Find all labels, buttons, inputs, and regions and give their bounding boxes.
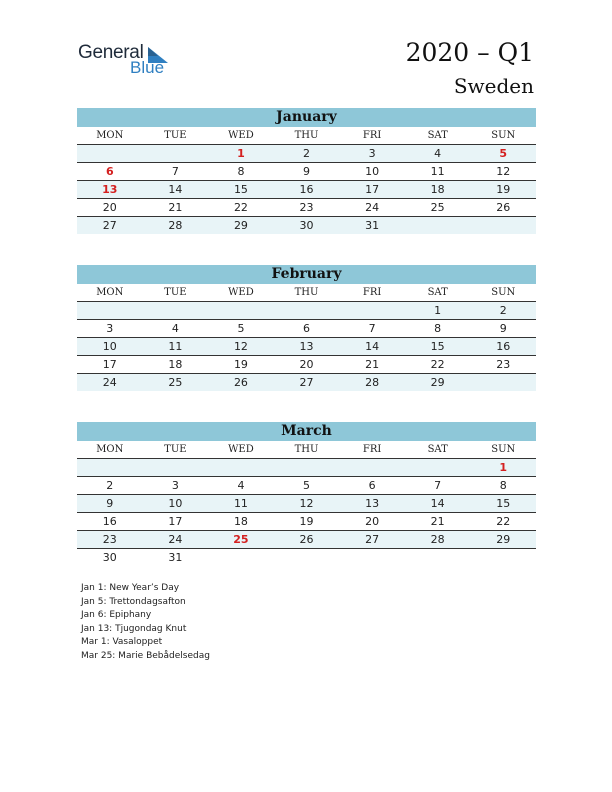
day-cell: 25 [233, 533, 249, 546]
holiday-entry: Mar 1: Vasaloppet [81, 637, 163, 648]
day-cell: 5 [499, 147, 508, 160]
week-row [77, 374, 536, 391]
day-cell: 7 [434, 479, 442, 492]
empty-day-cell [208, 459, 274, 476]
day-cell: 19 [233, 358, 248, 371]
week-row [77, 513, 536, 531]
weekday-label: FRI [362, 287, 382, 298]
weekday-header-row [77, 127, 536, 145]
day-cell: 1 [499, 461, 508, 474]
weekday-label: TUE [164, 444, 187, 455]
day-cell: 18 [168, 358, 183, 371]
day-cell: 1 [434, 304, 442, 317]
logo-word-blue: Blue [130, 58, 165, 77]
day-cell: 21 [365, 358, 380, 371]
day-cell: 13 [365, 497, 380, 510]
day-cell: 4 [434, 147, 442, 160]
week-row [77, 459, 536, 477]
weekday-label: THU [294, 130, 319, 141]
day-cell: 17 [102, 358, 117, 371]
day-cell: 4 [171, 322, 179, 335]
empty-day-cell [208, 302, 274, 319]
week-row [77, 217, 536, 234]
holiday-entry: Jan 5: Trettondagsafton [81, 596, 186, 607]
day-cell: 23 [496, 358, 511, 371]
month-march [77, 422, 536, 566]
day-cell: 14 [365, 340, 380, 353]
day-cell: 16 [299, 183, 314, 196]
day-cell: 11 [168, 340, 183, 353]
empty-day-cell [339, 459, 405, 476]
day-cell: 18 [430, 183, 445, 196]
day-cell: 16 [496, 340, 511, 353]
weekday-label: MON [96, 287, 124, 298]
month-february [77, 265, 536, 391]
day-cell: 2 [303, 147, 311, 160]
day-cell: 14 [430, 497, 445, 510]
holiday-entry: Jan 6: Epiphany [81, 610, 152, 621]
day-cell: 25 [430, 201, 445, 214]
empty-day-cell [470, 217, 536, 234]
day-cell: 12 [233, 340, 248, 353]
weekday-label: TUE [164, 287, 187, 298]
week-row [77, 531, 536, 549]
empty-day-cell [470, 549, 536, 566]
day-cell: 10 [168, 497, 183, 510]
holiday-entry: Jan 1: New Year’s Day [81, 583, 180, 593]
day-cell: 27 [365, 533, 380, 546]
day-cell: 15 [430, 340, 445, 353]
week-row [77, 477, 536, 495]
empty-day-cell [470, 374, 536, 391]
week-row [77, 338, 536, 356]
empty-day-cell [405, 217, 471, 234]
day-cell: 14 [168, 183, 183, 196]
day-cell: 21 [168, 201, 183, 214]
day-cell: 9 [499, 322, 507, 335]
day-cell: 20 [102, 201, 117, 214]
empty-day-cell [143, 302, 209, 319]
day-cell: 28 [430, 533, 445, 546]
day-cell: 4 [237, 479, 245, 492]
general-blue-logo [78, 42, 188, 82]
weekday-label: FRI [362, 444, 382, 455]
day-cell: 23 [102, 533, 117, 546]
week-row [77, 356, 536, 374]
weekday-label: SUN [491, 130, 516, 141]
weekday-label: SAT [427, 287, 448, 298]
day-cell: 8 [434, 322, 442, 335]
day-cell: 30 [299, 219, 314, 232]
day-cell: 9 [106, 497, 114, 510]
month-header: January [77, 108, 536, 127]
day-cell: 7 [171, 165, 179, 178]
day-cell: 28 [168, 219, 183, 232]
weekday-label: THU [294, 444, 319, 455]
empty-day-cell [405, 549, 471, 566]
day-cell: 15 [496, 497, 511, 510]
weekday-label: WED [228, 130, 254, 141]
weekday-header-row [77, 441, 536, 459]
day-cell: 3 [171, 479, 179, 492]
day-cell: 2 [499, 304, 507, 317]
day-cell: 6 [303, 322, 311, 335]
day-cell: 8 [499, 479, 507, 492]
week-row [77, 181, 536, 199]
empty-day-cell [77, 145, 143, 162]
page-title-country: Sweden [453, 74, 534, 98]
empty-day-cell [405, 459, 471, 476]
empty-day-cell [274, 459, 340, 476]
month-header: March [77, 422, 536, 441]
day-cell: 11 [233, 497, 248, 510]
weekday-header-row [77, 284, 536, 302]
day-cell: 24 [365, 201, 380, 214]
day-cell: 27 [102, 219, 117, 232]
holiday-entry: Mar 25: Marie Bebådelsedag [81, 650, 210, 661]
month-january [77, 108, 536, 234]
day-cell: 17 [365, 183, 380, 196]
day-cell: 24 [168, 533, 183, 546]
day-cell: 7 [368, 322, 376, 335]
empty-day-cell [77, 302, 143, 319]
weekday-label: FRI [362, 130, 382, 141]
day-cell: 28 [365, 376, 380, 389]
week-row [77, 549, 536, 566]
day-cell: 22 [430, 358, 445, 371]
day-cell: 13 [102, 183, 118, 196]
logo-word-general: General [78, 42, 144, 63]
day-cell: 1 [237, 147, 245, 160]
day-cell: 16 [102, 515, 117, 528]
month-header: February [77, 265, 536, 284]
day-cell: 19 [496, 183, 511, 196]
day-cell: 5 [303, 479, 311, 492]
day-cell: 26 [233, 376, 248, 389]
page-title-year-quarter: 2020 – Q1 [405, 38, 534, 67]
week-row [77, 320, 536, 338]
day-cell: 9 [303, 165, 311, 178]
day-cell: 29 [233, 219, 248, 232]
week-row [77, 199, 536, 217]
day-cell: 2 [106, 479, 114, 492]
weekday-label: TUE [164, 130, 187, 141]
day-cell: 19 [299, 515, 314, 528]
day-cell: 31 [168, 551, 183, 564]
day-cell: 3 [368, 147, 376, 160]
day-cell: 11 [430, 165, 445, 178]
day-cell: 27 [299, 376, 314, 389]
day-cell: 5 [237, 322, 245, 335]
empty-day-cell [274, 549, 340, 566]
day-cell: 6 [105, 165, 114, 178]
empty-day-cell [208, 549, 274, 566]
day-cell: 13 [299, 340, 314, 353]
day-cell: 26 [496, 201, 511, 214]
day-cell: 22 [496, 515, 511, 528]
day-cell: 25 [168, 376, 183, 389]
weekday-label: THU [294, 287, 319, 298]
day-cell: 21 [430, 515, 445, 528]
weekday-label: SAT [427, 444, 448, 455]
holiday-list [81, 582, 210, 664]
day-cell: 15 [233, 183, 248, 196]
empty-day-cell [77, 459, 143, 476]
day-cell: 23 [299, 201, 314, 214]
day-cell: 31 [365, 219, 380, 232]
day-cell: 20 [299, 358, 314, 371]
week-row [77, 302, 536, 320]
empty-day-cell [339, 302, 405, 319]
day-cell: 29 [430, 376, 445, 389]
weekday-label: MON [96, 130, 124, 141]
empty-day-cell [274, 302, 340, 319]
day-cell: 10 [102, 340, 117, 353]
week-row [77, 145, 536, 163]
empty-day-cell [143, 459, 209, 476]
day-cell: 6 [368, 479, 376, 492]
weekday-label: WED [228, 287, 254, 298]
day-cell: 12 [299, 497, 314, 510]
day-cell: 8 [237, 165, 245, 178]
holiday-entry: Jan 13: Tjugondag Knut [81, 623, 187, 634]
weekday-label: MON [96, 444, 124, 455]
weekday-label: SUN [491, 444, 516, 455]
day-cell: 24 [102, 376, 117, 389]
day-cell: 18 [233, 515, 248, 528]
day-cell: 10 [365, 165, 380, 178]
weekday-label: SAT [427, 130, 448, 141]
day-cell: 20 [365, 515, 380, 528]
empty-day-cell [143, 145, 209, 162]
weekday-label: SUN [491, 287, 516, 298]
day-cell: 17 [168, 515, 183, 528]
week-row [77, 163, 536, 181]
weekday-label: WED [228, 444, 254, 455]
day-cell: 30 [102, 551, 117, 564]
week-row [77, 495, 536, 513]
day-cell: 3 [106, 322, 114, 335]
day-cell: 29 [496, 533, 511, 546]
empty-day-cell [339, 549, 405, 566]
day-cell: 26 [299, 533, 314, 546]
day-cell: 12 [496, 165, 511, 178]
day-cell: 22 [233, 201, 248, 214]
